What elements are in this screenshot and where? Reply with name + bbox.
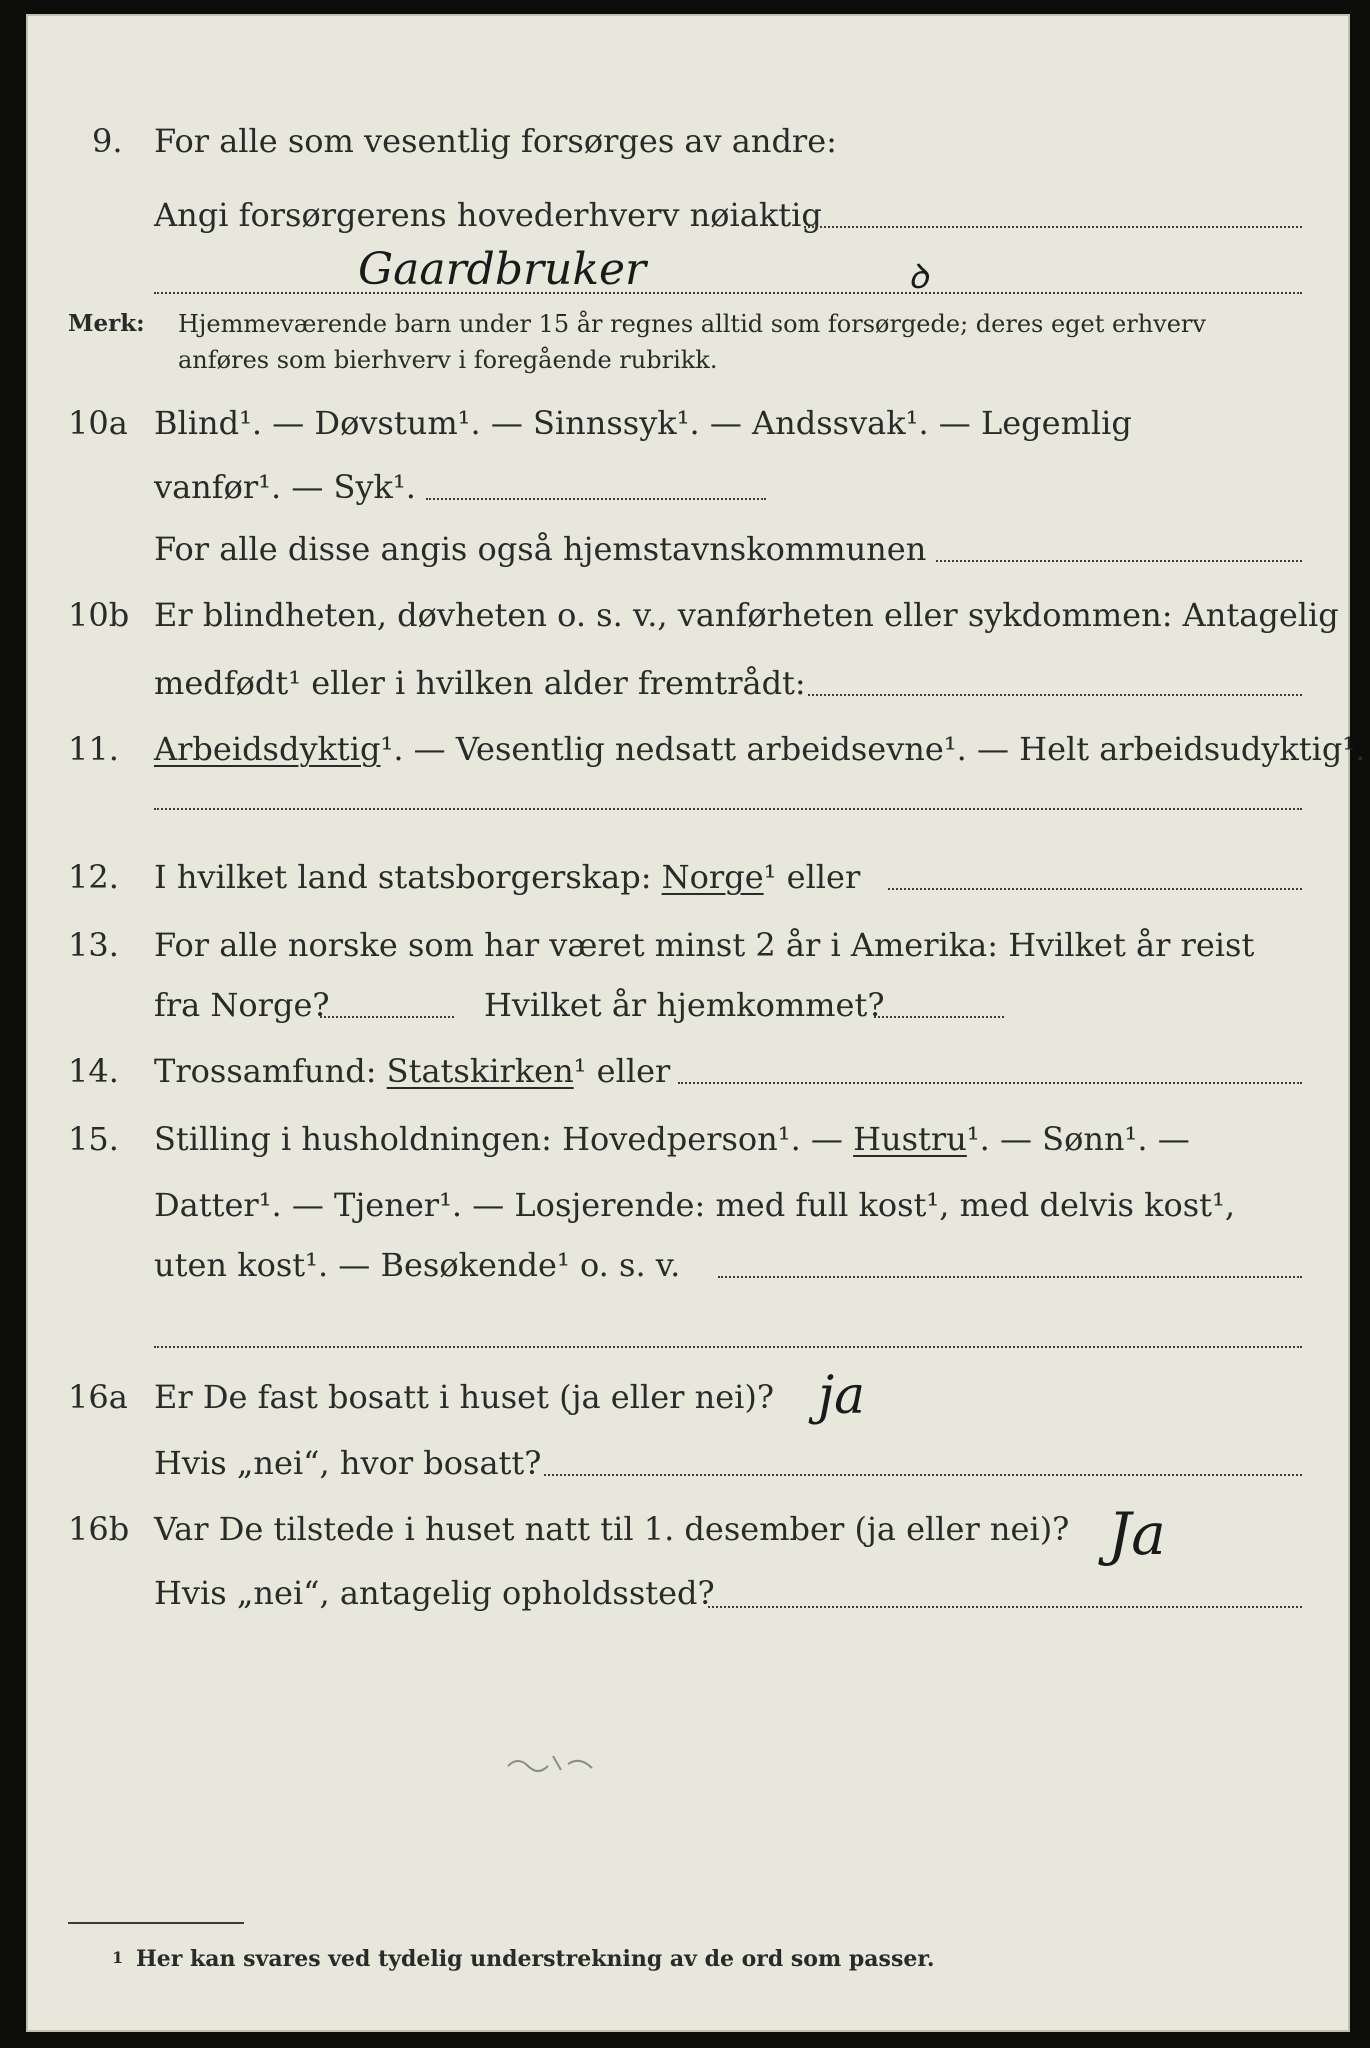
q12-underlined-option: Norge: [661, 858, 764, 896]
q11-underlined-option: Arbeidsdyktig: [154, 730, 381, 768]
answer-line: [874, 1016, 1004, 1018]
merk-note: Hjemmeværende barn under 15 år regnes alltid som forsørgede; deres eget erhverv: [178, 310, 1206, 338]
q10a-options: Blind¹. — Døvstum¹. — Sinnssyk¹. — Andssvak¹. — Legemlig: [154, 404, 1132, 442]
q14-question: Trossamfund: Statskirken¹ eller: [154, 1052, 671, 1090]
item-number: 9.: [92, 122, 123, 160]
item-number: 11.: [68, 730, 119, 768]
q13-question: For alle norske som har været minst 2 år i Amerika: Hvilket år reist: [154, 926, 1255, 964]
answer-line: [808, 694, 1302, 696]
merk-note-2: anføres som bierhverv i foregående rubrikk.: [178, 346, 718, 374]
q16a-handwritten-answer: ja: [818, 1366, 866, 1426]
footnote-mark: 1: [112, 1948, 124, 1967]
answer-line: [544, 1474, 1302, 1476]
q16a-question: Er De fast bosatt i huset (ja eller nei)?: [154, 1378, 775, 1416]
item-number: 10b: [68, 596, 130, 634]
checkmark-mark: ꝺ: [908, 257, 929, 297]
answer-line: [154, 808, 1302, 810]
q13-reist: fra Norge?: [154, 986, 330, 1024]
answer-line: [936, 560, 1302, 562]
q10a-hjemstavn: For alle disse angis også hjemstavnskommunen: [154, 530, 927, 568]
q14-underlined-option: Statskirken: [386, 1052, 574, 1090]
answer-line: [426, 498, 766, 500]
q10b-question: Er blindheten, døvheten o. s. v., vanførheten eller sykdommen: Antagelig: [154, 596, 1339, 634]
item-number: 12.: [68, 858, 119, 896]
item-number: 16a: [68, 1378, 128, 1416]
answer-line: [708, 1606, 1302, 1608]
q16a-bosatt: Hvis „nei“, hvor bosatt?: [154, 1444, 542, 1482]
item-number: 14.: [68, 1052, 119, 1090]
q13-hjemkommet: Hvilket år hjemkommet?: [484, 986, 885, 1024]
q16b-opholdssted: Hvis „nei“, antagelig opholdssted?: [154, 1574, 715, 1612]
answer-line: [678, 1082, 1302, 1084]
answer-line: [154, 292, 1302, 294]
q11-options: Arbeidsdyktig¹. — Vesentlig nedsatt arbeidsevne¹. — Helt arbeidsudyktig¹.: [154, 730, 1366, 768]
q15-options: Stilling i husholdningen: Hovedperson¹. — Hustru¹. — Sønn¹. —: [154, 1120, 1190, 1158]
answer-line: [320, 1016, 454, 1018]
merk-label: Merk:: [68, 310, 145, 337]
faint-stamp-mark: [498, 1736, 618, 1786]
q15-options-2: Datter¹. — Tjener¹. — Losjerende: med full kost¹, med delvis kost¹,: [154, 1186, 1236, 1224]
item-number: 10a: [68, 404, 128, 442]
q16b-question: Var De tilstede i huset natt til 1. desember (ja eller nei)?: [154, 1510, 1070, 1548]
footnote-rule: [68, 1922, 244, 1924]
item-number: 15.: [68, 1120, 119, 1158]
q12-question: I hvilket land statsborgerskap: Norge¹ eller: [154, 858, 861, 896]
q9-question-2: Angi forsørgerens hovederhverv nøiaktig: [154, 196, 822, 234]
answer-line: [804, 226, 1302, 228]
footnote-text: Her kan svares ved tydelig understrekning av de ord som passer.: [136, 1946, 935, 1972]
census-form-page: [26, 14, 1366, 2032]
answer-line: [154, 1346, 1302, 1348]
q15-options-3: uten kost¹. — Besøkende¹ o. s. v.: [154, 1246, 681, 1284]
q9-question: For alle som vesentlig forsørges av andre:: [154, 122, 837, 160]
answer-line: [718, 1276, 1302, 1278]
q16b-handwritten-answer: Ja: [1108, 1500, 1166, 1568]
answer-line: [888, 888, 1302, 890]
item-number: 13.: [68, 926, 119, 964]
q9-handwritten-answer: Gaardbruker: [358, 244, 647, 295]
item-number: 16b: [68, 1510, 130, 1548]
q15-underlined-option: Hustru: [853, 1120, 967, 1158]
q10a-options-2: vanfør¹. — Syk¹.: [154, 468, 416, 506]
q10b-question-2: medfødt¹ eller i hvilken alder fremtrådt:: [154, 664, 806, 702]
